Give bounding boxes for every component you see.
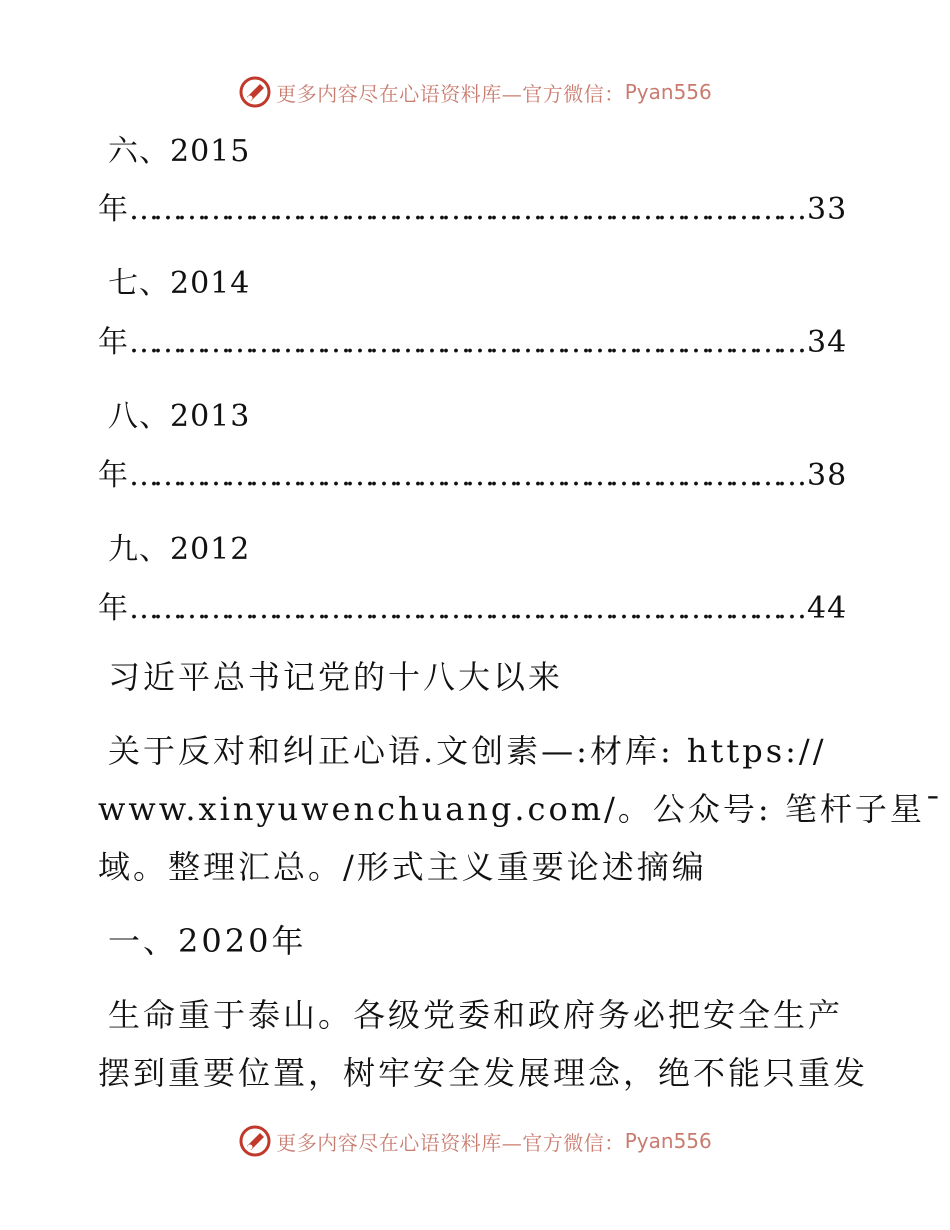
toc-entry-line[interactable]	[98, 450, 847, 494]
logo-icon	[238, 1124, 272, 1158]
banner-handle: Pyan556	[624, 80, 712, 104]
toc-entry-line[interactable]	[98, 317, 847, 361]
logo-icon	[238, 75, 272, 109]
toc-year-char: 年	[98, 325, 129, 360]
toc-entry-line[interactable]	[98, 184, 847, 228]
toc-year-char: 年	[98, 591, 129, 626]
toc-leader-dots: …………………………………………………………………………	[129, 458, 801, 493]
document-title-line: 习近平总书记党的十八大以来	[108, 658, 564, 696]
banner-text: 更多内容尽在心语资料库—官方微信：	[276, 1130, 625, 1155]
toc-year-char: 年	[98, 458, 129, 493]
toc-page-number: 34	[807, 325, 848, 360]
toc-entry-line[interactable]	[98, 583, 847, 627]
toc-leader-dots: …………………………………………………………………………	[129, 192, 801, 227]
banner-text: 更多内容尽在心语资料库—官方微信：	[276, 81, 625, 106]
toc-entry-heading: 九、2012	[108, 532, 251, 567]
banner-handle: Pyan556	[624, 1129, 712, 1153]
section-title: 一、2020年	[108, 922, 307, 960]
toc-page-number: 44	[807, 591, 848, 626]
paragraph-line: www.xinyuwenchuang.com/。公众号: 笔杆子星¯	[98, 790, 944, 828]
toc-entry-heading: 七、2014	[108, 266, 251, 301]
paragraph-line: 关于反对和纠正心语.文创素—:材库: https://	[108, 732, 827, 770]
footer-banner	[0, 1121, 950, 1161]
toc-leader-dots: …………………………………………………………………………	[129, 325, 801, 360]
toc-leader-dots: …………………………………………………………………………	[129, 591, 801, 626]
toc-entry-heading: 六、2015	[108, 134, 251, 169]
toc-page-number: 38	[807, 458, 848, 493]
toc-entry-heading: 八、2013	[108, 399, 251, 434]
paragraph-line: 域。整理汇总。/形式主义重要论述摘编	[98, 848, 707, 886]
toc-year-char: 年	[98, 192, 129, 227]
paragraph-line: 生命重于泰山。各级党委和政府务必把安全生产	[108, 996, 844, 1034]
toc-page-number: 33	[807, 192, 848, 227]
paragraph-line: 摆到重要位置，树牢安全发展理念，绝不能只重发	[98, 1054, 869, 1092]
header-banner	[0, 72, 950, 112]
